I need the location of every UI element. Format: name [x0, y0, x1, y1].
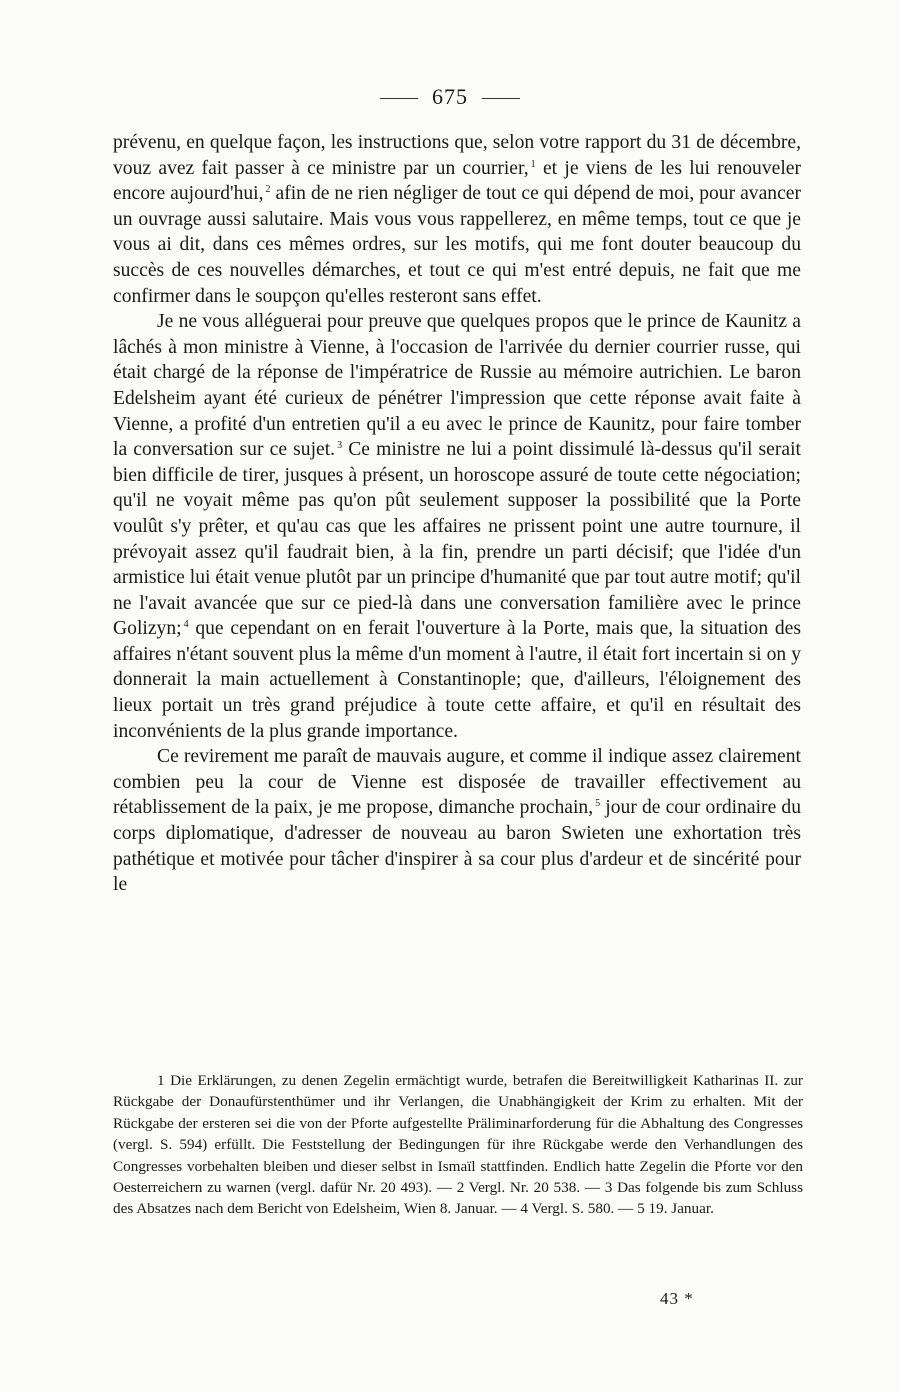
page-number-text: 675: [432, 84, 468, 109]
footnote-ref: 2: [265, 184, 271, 196]
left-rule: [380, 98, 418, 99]
paragraph-3: [113, 744, 801, 898]
signature-mark: 43 *: [660, 1289, 694, 1308]
text-segment: jour de cour ordinaire du corps diplomatique, d'adresser de nouveau au baron Swieten une exhortation très pathétique et motivée pour tâcher d'inspirer à sa cour plus d'ardeur et de sincérité pour le: [113, 797, 802, 896]
footnotes: [113, 1070, 803, 1220]
text-segment: Ce ministre ne lui a point dissimulé là-dessus qu'il serait bien difficile de tirer, jusques à présent, un horoscope assuré de toute cette négociation; qu'il ne voyait même pas qu'on pût seulement supposer la possibilité que la Porte voulût s'y prêter, et qu'au cas que les affaires ne prissent point une autre tournure, il prévoyait assez qu'il faudrait bien, à la fin, prendre un parti décisif; que l'idée d'un armistice lui était venue plutôt par un principe d'humanité que par tout autre motif; qu'il ne l'avait avancée que sur ce pied-là dans une conversation familière avec le prince Golizyn;: [113, 439, 801, 640]
footnote-ref: 1: [530, 158, 536, 170]
text-segment: et je viens de les lui renouveler encore aujourd'hui,: [113, 157, 802, 205]
right-rule: [482, 98, 520, 99]
text-segment: afin de ne rien négliger de tout ce qui dépend de moi, pour avancer un ouvrage aussi salutaire. Mais vous vous rappellerez, en même temps, tout ce que je vous ai dit, dans ces mêmes ordres, sur les motifs, qui me font douter beaucoup du succès de ces nouvelles démarches, et tout ce qui m'est entré depuis, ne fait que me confirmer dans le soupçon qu'elles resteront sans effet.: [113, 183, 801, 307]
footnote-text: 1 Die Erklärungen, zu denen Zegelin ermächtigt wurde, betrafen die Bereitwilligkeit Katharinas II. zur Rückgabe der Donaufürstenthümer und ihr Verlangen, die Unabhängigkeit der Krim zu erhalten. Mit der Rückgabe der ersteren sei die von der Pforte aufgestellte Präliminarforderung für die Abhaltung des Congresses (vergl. S. 594) erfüllt. Die Feststellung der Bedingungen für ihre Rückgabe werde den Verhandlungen des Congresses vorbehalten bleiben und dieser selbst in Ismaïl stattfinden. Endlich hatte Zegelin die Pforte vor den Oesterreichern zu warnen (vergl. dafür Nr. 20 493). — 2 Vergl. Nr. 20 538. — 3 Das folgende bis zum Schluss des Absatzes nach dem Bericht von Edelsheim, Wien 8. Januar. — 4 Vergl. S. 580. — 5 19. Januar.: [113, 1072, 803, 1218]
paragraph-2: [113, 309, 801, 744]
page-number: [0, 84, 900, 110]
footnote-ref: 4: [183, 619, 189, 631]
text-segment: prévenu, en quelque façon, les instructions que, selon votre rapport du 31 de décembre, vouz avez fait passer à ce ministre par un courrier,: [113, 132, 801, 179]
footnote-ref: 5: [595, 798, 601, 810]
text-segment: que cependant on en ferait l'ouverture à la Porte, mais que, la situation des affaires n'étant souvent plus la même d'un moment à l'autre, il était fort incertain si on y donnerait la main actuellement à Constantinople; que, d'ailleurs, l'éloignement des lieux portait un très grand préjudice à toute cette affaire, et qu'il en résultait des inconvénients de la plus grande importance.: [113, 618, 801, 742]
footnote-ref: 3: [337, 440, 343, 452]
text-segment: Je ne vous alléguerai pour preuve que quelques propos que le prince de Kaunitz a lâchés à mon ministre à Vienne, à l'occasion de l'arrivée du dernier courrier russe, qui était chargé de la réponse de l'impératrice de Russie au mémoire autrichien. Le baron Edelsheim ayant été curieux de pénétrer l'impression que cette réponse avait faite à Vienne, a profité d'un entretien qu'il a eu avec le prince de Kaunitz, pour faire tomber la conversation sur ce sujet.: [113, 311, 801, 461]
paragraph-1: [113, 130, 801, 309]
main-text: [113, 130, 801, 898]
text-segment: Ce revirement me paraît de mauvais augure, et comme il indique assez clairement combien peu la cour de Vienne est disposée de travailler effectivement au rétablissement de la paix, je me propose, dimanche prochain,: [113, 746, 801, 819]
